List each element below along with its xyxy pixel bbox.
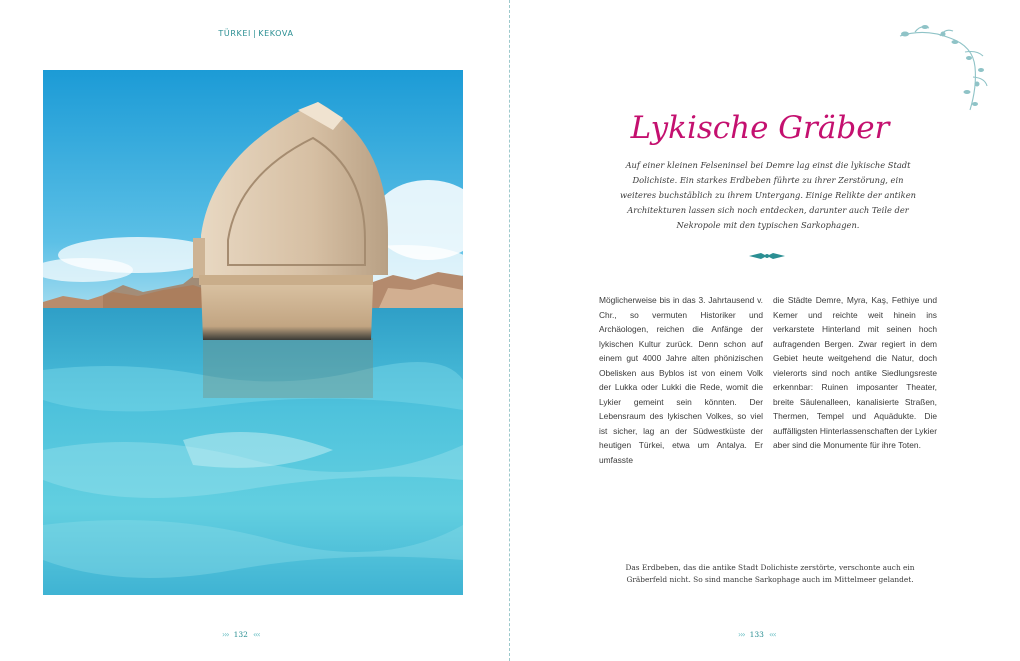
diamond-divider-icon [749, 251, 785, 261]
floral-vine-icon [895, 22, 990, 114]
body-text-column-right: die Städte Demre, Myra, Kaş, Fethiye und Kemer und reichte weit hinein ins verkarstete Hinterland mit seinen hoch aufragenden Bergen. Zwar regiert in dem Gebiet heute weitgehend die Natur, doch vielerorts sind noch antike Siedlungsreste erkennbar: Ruinen imposanter Theater, breite Säulenalleen, kanalisierte Straßen, Thermen, Tempel und Aquädukte. Die auffälligsten Hinterlassenschaften der Lykier aber sind die Monumente für ihre Toten. [773, 295, 937, 450]
chevron-right-icon: ››› [222, 630, 229, 639]
running-head-separator: | [252, 29, 257, 38]
running-head-country: TÜRKEI [218, 29, 251, 38]
page-number-left-value: 132 [233, 630, 248, 639]
page-gutter [509, 0, 511, 661]
article-title: Lykische Gräber [630, 110, 890, 146]
chevron-left-icon: ‹‹‹ [252, 630, 260, 639]
page-number-left [222, 630, 260, 639]
chevron-left-icon: ‹‹‹ [768, 630, 776, 639]
sarcophagus-photo [43, 70, 463, 595]
body-text-column-left: Möglicherweise bis in das 3. Jahrtausend v. Chr., so vermuten Historiker und Archäologen, reichen die Anfänge der lykischen Kultur zurück. Denn schon auf einem gut 4000 Jahre alten phönizischen Obelisken aus Byblos ist von einem Volk der Lukka oder Lukki die Rede, womit die Lykier gemeint sein könnten. Der Lebensraum des lykischen Volkes, so viel ist sicher, lag an der Südwestküste der heutigen Türkei, etwa um Antalya. Er umfasste [599, 295, 763, 465]
page-number-right-value: 133 [749, 630, 764, 639]
running-head-region: KEKOVA [258, 29, 294, 38]
article-lead: Auf einer kleinen Felseninsel bei Demre lag einst die lykische Stadt Dolichiste. Ein starkes Erdbeben führte zu ihrer Zerstörung, ein weiteres buchstäblich zu ihrem Untergang. Einige Relikte der antiken Architekturen lassen sich noch entdecken, darunter auch Teile der Nekropole mit den typischen Sarkophagen. [620, 160, 916, 230]
photo-caption: Das Erdbeben, das die antike Stadt Dolichiste zerstörte, verschonte auch ein Gräberfeld nicht. So sind manche Sarkophage auch im Mittelmeer gelandet. [625, 563, 915, 584]
chevron-right-icon: ››› [738, 630, 745, 639]
running-head [196, 29, 316, 38]
page-number-right [738, 630, 776, 639]
